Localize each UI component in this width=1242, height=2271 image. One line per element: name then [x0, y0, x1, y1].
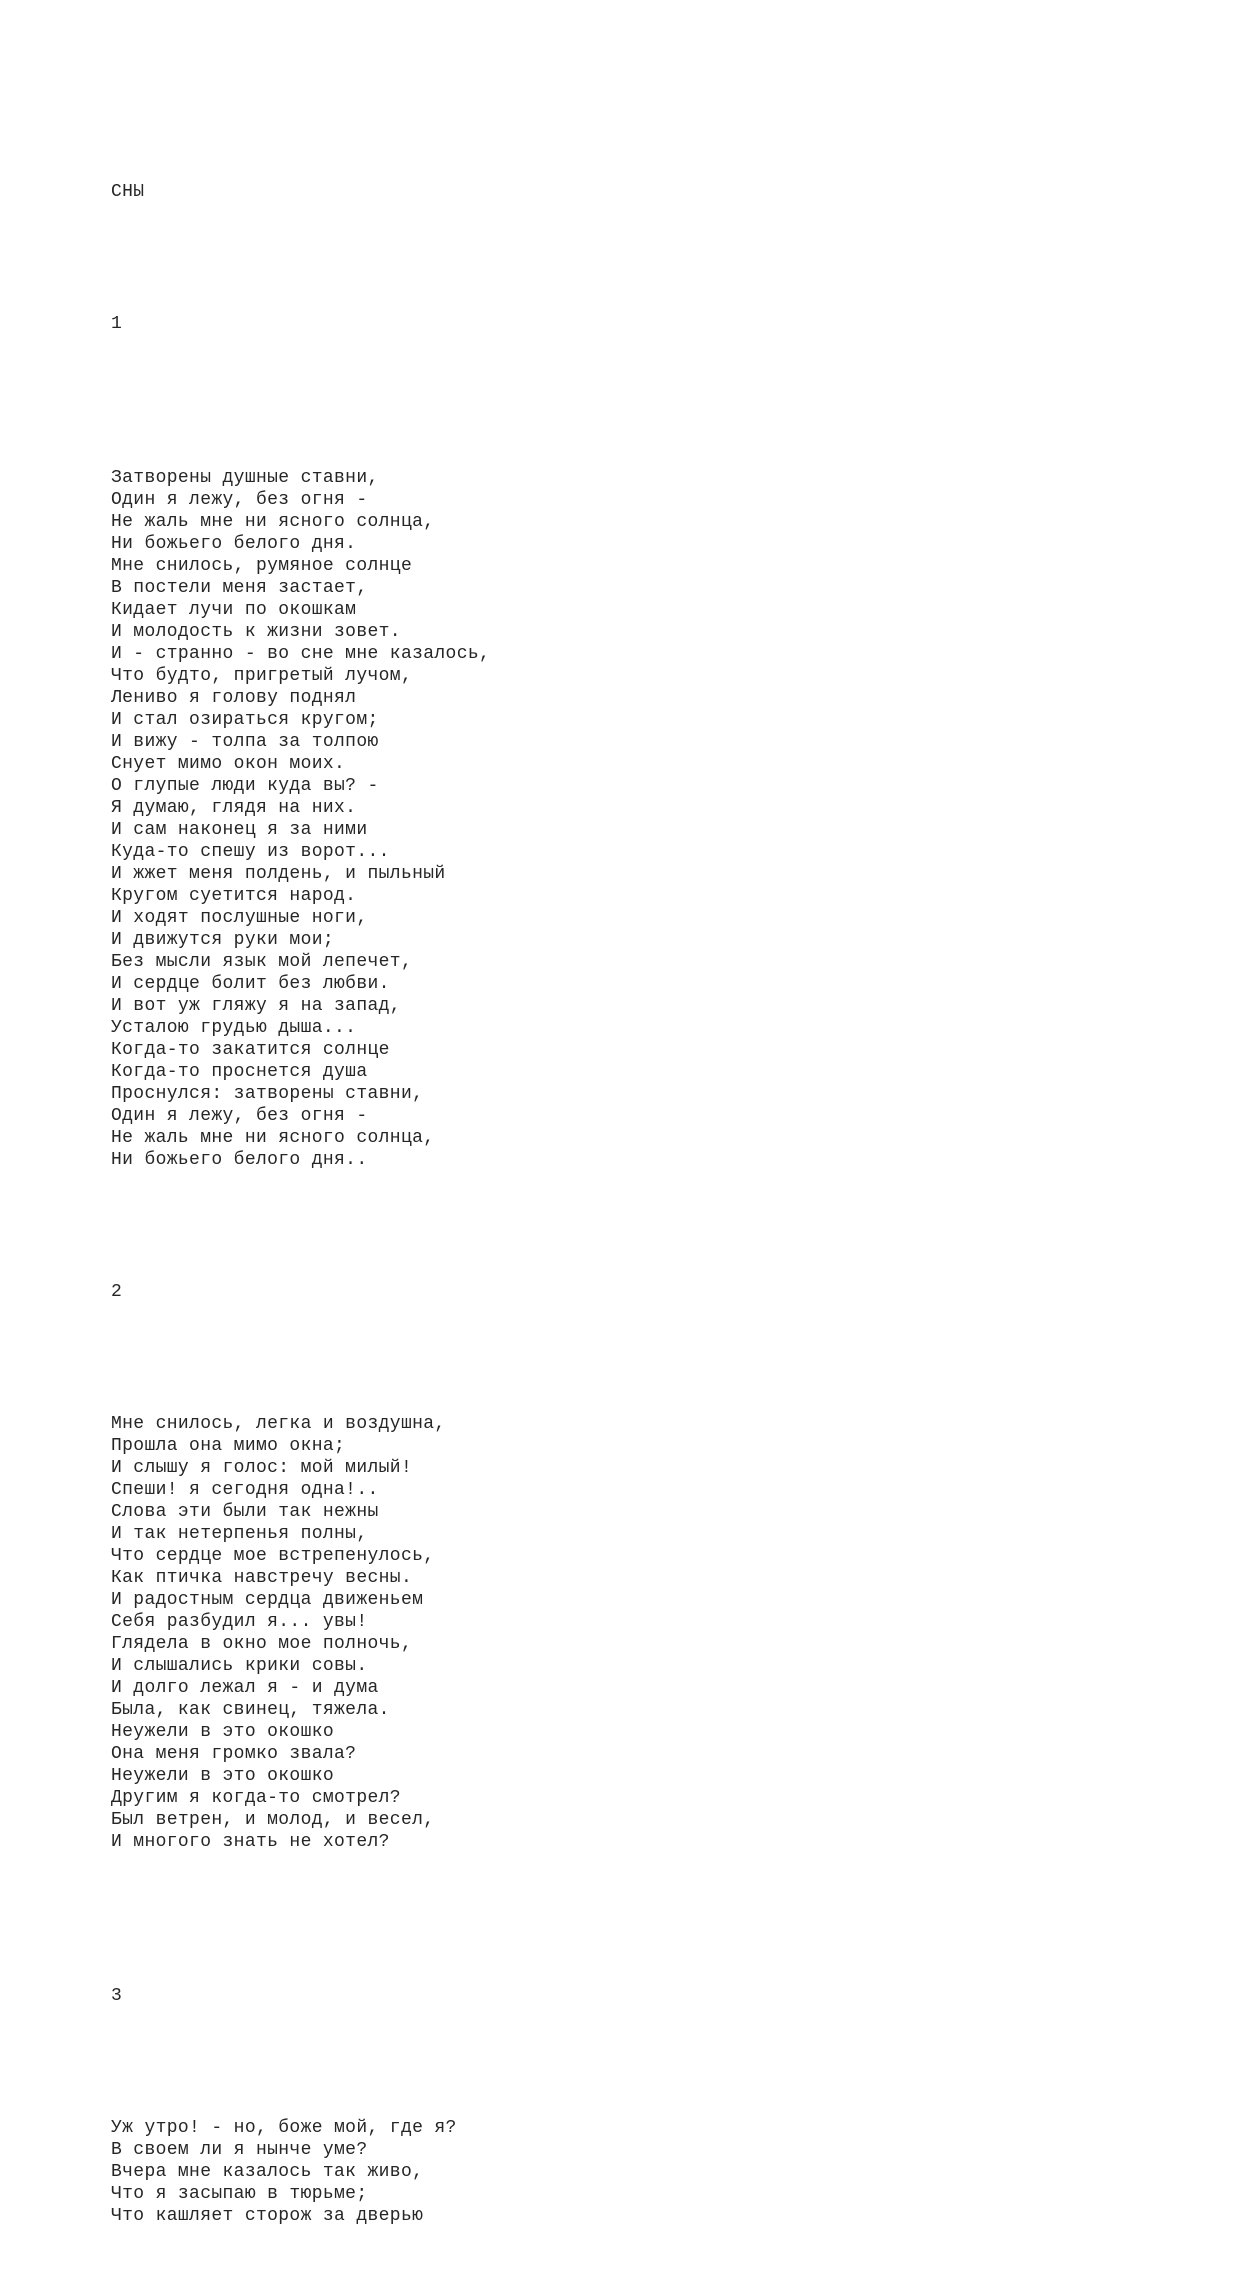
verse-line: И слышались крики совы.: [111, 1656, 368, 1676]
section-number: 3: [111, 1986, 123, 2006]
verse-line: И радостным сердца движеньем: [111, 1590, 424, 1610]
verse-line: Проснулся: затворены ставни,: [111, 1084, 424, 1104]
poem-section-1: [111, 467, 1161, 1171]
verse-line: Была, как свинец, тяжела.: [111, 1700, 390, 1720]
verse-line: Как птичка навстречу весны.: [111, 1568, 413, 1588]
verse-line: И слышу я голос: мой милый!: [111, 1458, 413, 1478]
verse-line: И ходят послушные ноги,: [111, 908, 368, 928]
verse-line: Уж утро! - но, боже мой, где я?: [111, 2118, 457, 2138]
verse-line: Куда-то спешу из ворот...: [111, 842, 390, 862]
verse-line: Прошла она мимо окна;: [111, 1436, 346, 1456]
verse-line: Кругом суетится народ.: [111, 886, 357, 906]
verse-line: Не жаль мне ни ясного солнца,: [111, 512, 435, 532]
verse-line: Снует мимо окон моих.: [111, 754, 346, 774]
verse-line: Глядела в окно мое полночь,: [111, 1634, 413, 1654]
blank-line: [111, 247, 1161, 269]
poem-section-2: [111, 1413, 1161, 1853]
verse-line: Лениво я голову поднял: [111, 688, 357, 708]
verse-line: И сам наконец я за ними: [111, 820, 368, 840]
verse-line: И многого знать не хотел?: [111, 1832, 390, 1852]
poem-section-3: [111, 2117, 1161, 2227]
verse-line: Что кашляет сторож за дверью: [111, 2206, 424, 2226]
blank-line: [111, 379, 1161, 423]
verse-line: Когда-то закатится солнце: [111, 1040, 390, 1060]
verse-line: И молодость к жизни зовет.: [111, 622, 401, 642]
verse-line: Затворены душные ставни,: [111, 468, 379, 488]
verse-line: Вчера мне казалось так живо,: [111, 2162, 424, 2182]
verse-line: Неужели в это окошко: [111, 1722, 335, 1742]
section-number: 2: [111, 1282, 123, 1302]
verse-line: И долго лежал я - и дума: [111, 1678, 379, 1698]
verse-line: И - странно - во сне мне казалось,: [111, 644, 491, 664]
verse-line: Ни божьего белого дня..: [111, 1150, 368, 1170]
verse-line: И вижу - толпа за толпою: [111, 732, 379, 752]
verse-line: Что я засыпаю в тюрьме;: [111, 2184, 368, 2204]
verse-line: Неужели в это окошко: [111, 1766, 335, 1786]
verse-line: И так нетерпенья полны,: [111, 1524, 368, 1544]
verse-line: Что сердце мое встрепенулось,: [111, 1546, 435, 1566]
verse-line: Она меня громко звала?: [111, 1744, 357, 1764]
verse-line: Один я лежу, без огня -: [111, 490, 368, 510]
verse-line: И стал озираться кругом;: [111, 710, 379, 730]
verse-line: Когда-то проснется душа: [111, 1062, 368, 1082]
poem-text: [111, 137, 1161, 2271]
verse-line: Мне снилось, румяное солнце: [111, 556, 413, 576]
verse-line: Мне снилось, легка и воздушна,: [111, 1414, 446, 1434]
verse-line: О глупые люди куда вы? -: [111, 776, 379, 796]
verse-line: В своем ли я нынче уме?: [111, 2140, 368, 2160]
verse-line: Ни божьего белого дня.: [111, 534, 357, 554]
verse-line: Слова эти были так нежны: [111, 1502, 379, 1522]
verse-line: Был ветрен, и молод, и весел,: [111, 1810, 435, 1830]
verse-line: Не жаль мне ни ясного солнца,: [111, 1128, 435, 1148]
verse-line: Я думаю, глядя на них.: [111, 798, 357, 818]
verse-line: Без мысли язык мой лепечет,: [111, 952, 413, 972]
verse-line: Себя разбудил я... увы!: [111, 1612, 368, 1632]
verse-line: Один я лежу, без огня -: [111, 1106, 368, 1126]
blank-line: [111, 1347, 1161, 1369]
blank-line: [111, 1897, 1161, 1941]
verse-line: Спеши! я сегодня одна!..: [111, 1480, 379, 1500]
verse-line: Усталою грудью дыша...: [111, 1018, 357, 1038]
verse-line: Что будто, пригретый лучом,: [111, 666, 413, 686]
poem-title: СНЫ: [111, 182, 145, 202]
verse-line: Кидает лучи по окошкам: [111, 600, 357, 620]
verse-line: Другим я когда-то смотрел?: [111, 1788, 401, 1808]
section-number: 1: [111, 314, 123, 334]
verse-line: И вот уж гляжу я на запад,: [111, 996, 401, 1016]
verse-line: И движутся руки мои;: [111, 930, 335, 950]
verse-line: В постели меня застает,: [111, 578, 368, 598]
blank-line: [111, 1215, 1161, 1237]
verse-line: И сердце болит без любви.: [111, 974, 390, 994]
blank-line: [111, 2051, 1161, 2073]
verse-line: И жжет меня полдень, и пыльный: [111, 864, 446, 884]
